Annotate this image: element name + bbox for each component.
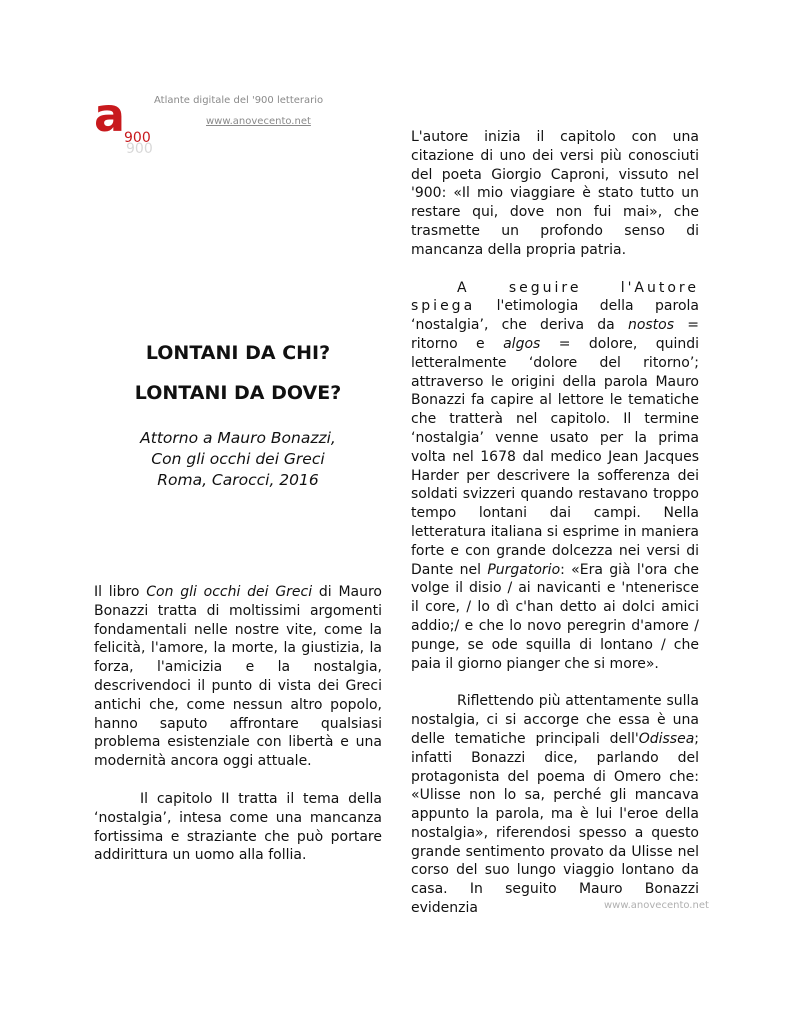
- right-p3-text-a: Riflettendo più attentamente sulla nostalgia, ci si accorge che essa è una delle tematiche principali dell': [411, 693, 699, 747]
- right-p2-text-e: : «Era già l'ora che volge il disio / ai navicanti e 'ntenerisce il core, / lo dì c'han detto ai dolci amici addio;/ e che lo novo peregrin d'amore / punge, se ode squilla di lontano / che paia il giorno pianger che si more».: [411, 561, 699, 672]
- logo-letter: a: [94, 88, 126, 142]
- right-p2-purgatorio: Purgatorio: [487, 561, 561, 578]
- left-paragraph-1: [94, 583, 382, 771]
- header-site-name: Atlante digitale del '900 letterario: [154, 95, 324, 106]
- right-p2-spaced-opening: A seguire l'Autore spiega: [411, 279, 699, 315]
- right-p2-algos: algos: [503, 335, 541, 352]
- right-p3-text-b: ; infatti Bonazzi dice, parlando del protagonista del poema di Omero che: «Ulisse non lo sa, perché gli mancava appunto la parola, ma è lui l'eroe della nostalgia», riferendosi spesso a questo grande sentimento provato da Ulisse nel corso del suo lungo viaggio lontano da casa. In seguito Mauro Bonazzi evidenzia: [411, 730, 699, 917]
- left-paragraph-2: Il capitolo II tratta il tema della ‘nostalgia’, intesa come una mancanza fortissima e straziante che può portare addirittura un uomo alla follia.: [94, 790, 382, 864]
- right-column: [411, 128, 699, 918]
- page-title-line2: LONTANI DA DOVE?: [134, 382, 342, 404]
- right-paragraph-2: [411, 279, 699, 674]
- right-p2-text-b: l'etimologia della parola ‘nostalgia’, che deriva da: [411, 298, 699, 334]
- footer-url[interactable]: www.anovecento.net: [604, 900, 709, 911]
- page-title-line1: LONTANI DA CHI?: [145, 342, 331, 364]
- right-paragraph-3: [411, 692, 699, 918]
- book-author-line: Attorno a Mauro Bonazzi,: [140, 429, 336, 447]
- left-p1-book-title: Con gli occhi dei Greci: [146, 584, 313, 600]
- left-column: [94, 583, 382, 865]
- book-publisher-line: Roma, Carocci, 2016: [157, 471, 319, 489]
- book-title-line: Con gli occhi dei Greci: [151, 450, 325, 468]
- header-url-link[interactable]: www.anovecento.net: [206, 116, 311, 127]
- right-p2-text-d: = dolore, quindi letteralmente ‘dolore del ritorno’; attraverso le origini della parola Mauro Bonazzi fa capire al lettore le tematiche che tratterà nel capitolo. Il termine ‘nostalgia’ venne usato per la prima volta nel 1678 dal medico Jean Jacques Harder per descrivere la sofferenza dei soldati svizzeri quando restavano troppo tempo lontani dai campi. Nella letteratura italiana si esprime in maniera forte e con grande dolcezza nei versi di Dante nel: [411, 335, 699, 578]
- right-p3-odissea: Odissea: [638, 730, 695, 747]
- logo-number-shadow: 900: [126, 141, 153, 157]
- left-p1-text-b: di Mauro Bonazzi tratta di moltissimi argomenti fondamentali nelle nostre vite, come la felicità, l'amore, la morte, la giustizia, la forza, l'amicizia e la nostalgia, descrivendoci il punto di vista dei Greci antichi che, come nessun altro popolo, hanno saputo affrontare qualsiasi problema esistenziale con libertà e una modernità ancora oggi attuale.: [94, 584, 382, 770]
- book-reference: [94, 428, 382, 491]
- right-p2-nostos: nostos: [627, 317, 675, 334]
- right-paragraph-1: L'autore inizia il capitolo con una citazione di uno dei versi più conosciuti del poeta Giorgio Caproni, vissuto nel '900: «Il mio viaggiare è stato tutto un restare qui, dove non fui mai», che trasmette un profondo senso di mancanza della propria patria.: [411, 129, 699, 258]
- left-p1-text-a: Il libro: [94, 584, 147, 600]
- right-p2-text-c: = ritorno e: [411, 317, 699, 352]
- logo[interactable]: [94, 88, 156, 157]
- logo-number: 900: [124, 130, 151, 146]
